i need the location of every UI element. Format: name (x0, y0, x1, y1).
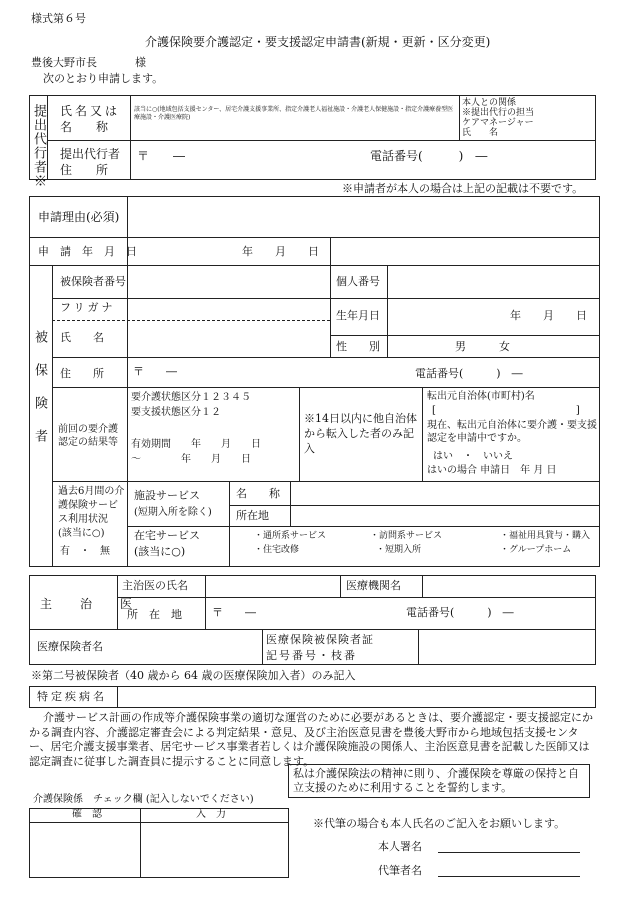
address-field[interactable] (130, 359, 400, 386)
relation-label-3: ケアマネージャー (462, 118, 534, 128)
date-value: 年 月 日 (242, 245, 319, 258)
birth-value: 年 月 日 (510, 309, 587, 322)
date-label: 申 請 年 月 日 (38, 245, 137, 258)
institution-field[interactable] (425, 577, 594, 596)
service-group-home[interactable]: ・グループホーム (500, 545, 572, 555)
home-service-label: 在宅サービス (134, 529, 200, 542)
proxy-label: 代筆者名 (378, 864, 422, 877)
check-input: 入 力 (196, 809, 226, 820)
institution-label: 医療機関名 (346, 579, 401, 592)
insured-number-field[interactable] (130, 268, 328, 296)
address-label: 住 所 (60, 367, 104, 380)
agent-side-label: 提出代行者※ (31, 104, 46, 188)
oath-text: 私は介護保険法の精神に則り、介護保険を尊厳の保持と自立支援のために利用することを誓約します。 (293, 767, 579, 795)
facility-name-label: 名 称 (236, 487, 280, 500)
validity-from: 有効期間 年 月 日 (131, 439, 261, 450)
sex-label: 性 別 (336, 340, 380, 353)
usage-label-4: (該当に○) (58, 528, 105, 539)
facility-service-label: 施設サービス (134, 489, 200, 502)
agent-name-field[interactable] (134, 120, 454, 138)
agent-name-options: 該当に○(地域包括支援センター、居宅介護支援事業所、指定介護老人福祉施設・介護老人保健施設・指定介護療養型医療施設・介護医療院) (134, 106, 454, 122)
agent-address-label-2: 住 所 (60, 163, 109, 177)
service-day[interactable]: ・通所系サービス (254, 531, 327, 541)
doctor-phone-label: 電話番号( ) ― (406, 606, 514, 619)
form-title: 介護保険要介護認定・要支援認定申請書(新規・更新・区分変更) (145, 35, 491, 49)
usage-label-3: ス利用状況 (58, 514, 108, 525)
form-number: 様式第６号 (31, 12, 86, 25)
addressee-honorific: 様 (135, 56, 146, 69)
usage-label-2: 護保険サービ (58, 500, 118, 511)
furigana-label: フリガナ (60, 301, 116, 314)
agent-postal-mark: 〒 ― (137, 149, 186, 163)
furigana-field[interactable] (130, 300, 328, 319)
relation-label-2: ※提出代行の担当 (462, 108, 535, 118)
facility-name-field[interactable] (293, 483, 598, 504)
insured-cert-label: 医療保険被保険者証 (266, 633, 374, 646)
second-insured-note: ※第二号被保険者（40 歳から 64 歳の医療保険加入者）のみ記入 (31, 669, 356, 682)
prev-result-label: 前回の要介護 (58, 424, 118, 435)
home-service-note: (該当に○) (134, 545, 186, 558)
personal-no-label: 個人番号 (336, 275, 380, 288)
usage-label: 過去6月間の介 (58, 486, 125, 497)
facility-address-field[interactable] (293, 507, 598, 525)
transfer-origin-field[interactable]: [ ] (432, 405, 580, 416)
transfer-origin-label: 転出元自治体(市町村)名 (427, 391, 535, 402)
care-level[interactable]: 要介護状態区分１２３４５ (131, 392, 251, 403)
service-renovation[interactable]: ・住宅改修 (254, 545, 300, 555)
facility-address-label: 所在地 (236, 509, 269, 522)
consent-text: 介護サービス計画の作成等介護保険事業の適切な運営のために必要があるときは、要介護認定・要支援認定にかかる調査内容、介護認定審査会による判定結果・意見、及び主治医意見書を豊後大野市から地域包括支援センター、居宅介護支援事業者、居宅サービス事業者若しくは介護保険施設の関係人、主治医意見書を記載した医師又は認定調査に従事した調査員に提示することに同意します。 (29, 711, 593, 768)
insurer-field[interactable] (120, 631, 260, 664)
intro-text: 次のとおり申請します。 (43, 72, 164, 85)
disease-field[interactable] (120, 688, 594, 707)
doctor-side-label: 主 治 医 (40, 597, 141, 611)
address-postal-mark: 〒 ― (133, 365, 177, 378)
agent-phone-label: 電話番号( ) ― (370, 149, 488, 163)
sex-value[interactable]: 男 女 (455, 340, 510, 353)
service-short-stay[interactable]: ・短期入所 (376, 545, 422, 555)
doctor-postal-mark: 〒 ― (212, 606, 256, 619)
transfer-yes-no[interactable]: はい ・ いいえ (433, 451, 513, 462)
agent-name-label: 氏名又は (60, 104, 121, 118)
check-title: 介護保険係 チェック欄 (記入しないでください) (33, 794, 254, 805)
service-visit[interactable]: ・訪問系サービス (370, 531, 443, 541)
transfer-date: はいの場合 申請日 年 月 日 (427, 465, 557, 476)
prev-result-label-2: 認定の結果等 (58, 437, 118, 448)
usage-yes-no[interactable]: 有 ・ 無 (60, 546, 110, 557)
agent-address-label: 提出代行者 (60, 147, 121, 161)
agent-note: ※申請者が本人の場合は上記の記載は不要です。 (342, 182, 584, 195)
proxy-note: ※代筆の場合も本人氏名のご記入をお願いします。 (313, 817, 566, 830)
insured-cert-field[interactable] (421, 631, 594, 664)
insured-side-label: 被保険者 (32, 330, 47, 462)
transfer-note: ※14日以内に他自治体から転入した者のみ記入 (304, 412, 417, 455)
transfer-question: 現在、転出元自治体に要介護・要支援認定を申請中ですか。 (427, 420, 597, 444)
relation-label-4: 氏 名 (462, 128, 499, 138)
check-frame (29, 808, 289, 878)
check-confirm: 確 認 (72, 809, 102, 820)
insured-number-label: 被保険者番号 (60, 275, 126, 288)
relation-label: 本人との関係 (462, 98, 517, 108)
service-equipment[interactable]: ・福祉用具貸与・購入 (500, 531, 591, 541)
doctor-name-label: 主治医の氏名 (122, 579, 188, 592)
reason-label: 申請理由(必須) (38, 210, 120, 224)
addressee: 豊後大野市長 (31, 56, 97, 69)
name-field[interactable] (130, 322, 328, 356)
personal-no-field[interactable] (390, 268, 597, 296)
agent-name-label-2: 名 称 (60, 120, 109, 134)
sign-field[interactable] (438, 836, 580, 852)
facility-service-note: (短期入所を除く) (134, 507, 212, 518)
name-label: 氏 名 (60, 331, 104, 344)
disease-label: 特定疾病名 (37, 690, 107, 703)
support-level[interactable]: 要支援状態区分１２ (131, 407, 221, 418)
doctor-address-field[interactable] (208, 599, 398, 628)
validity-to: 〜 年 月 日 (131, 454, 251, 465)
birth-label: 生年月日 (336, 309, 380, 322)
insured-cert-label-2: 記号番号・枝番 (266, 649, 357, 662)
doctor-address-label: 所 在 地 (127, 608, 182, 621)
insurer-label: 医療保険者名 (37, 640, 103, 653)
reason-field[interactable] (130, 199, 597, 235)
agent-address-field[interactable] (134, 142, 594, 178)
doctor-name-field[interactable] (208, 577, 338, 596)
sign-label: 本人署名 (378, 840, 422, 853)
proxy-field[interactable] (438, 860, 580, 876)
address-phone-label: 電話番号( ) ― (415, 367, 523, 380)
